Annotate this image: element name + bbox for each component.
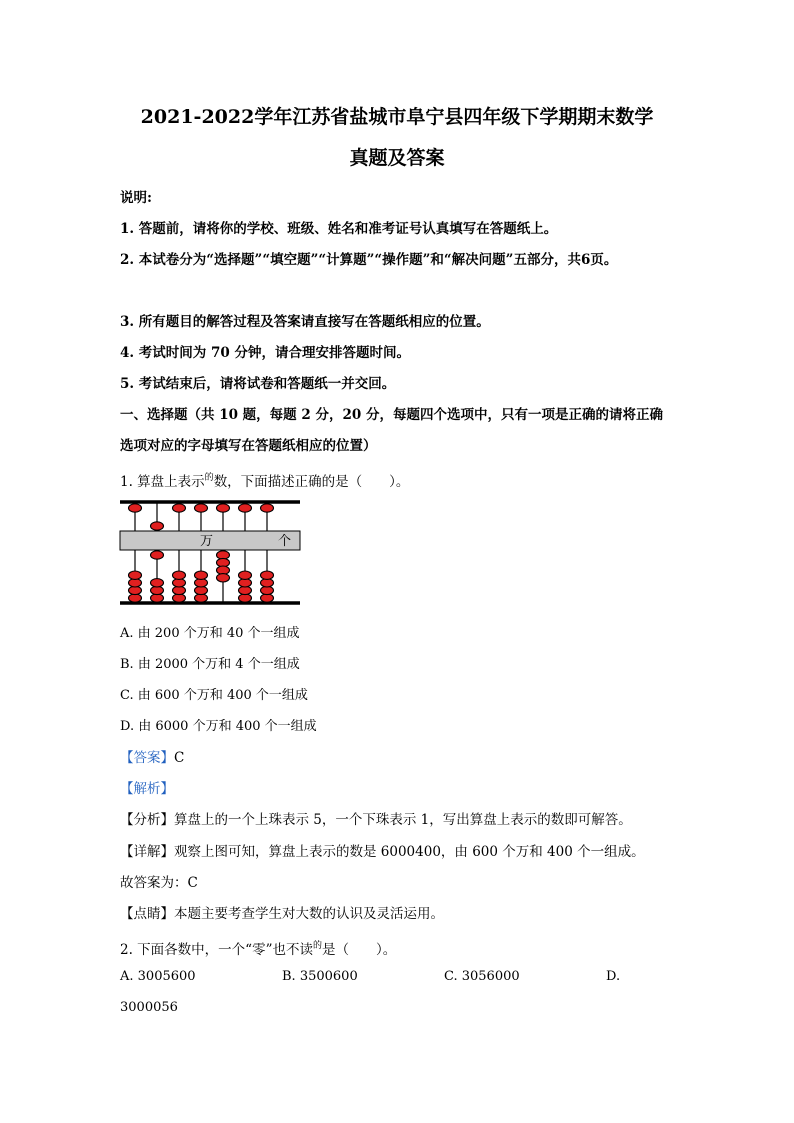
abacus-lower-bead <box>217 574 230 582</box>
abacus-lower-bead <box>129 571 142 579</box>
instruction-item: 2. 本试卷分为“选择题”“填空题”“计算题”“操作题”和“解决问题”五部分，共6页。 <box>120 252 618 268</box>
abacus-lower-bead <box>261 571 274 579</box>
analysis-detail: 【详解】观察上图可知，算盘上表示的数是 6000400，由 600 个万和 400 个一组成。 <box>120 844 645 860</box>
title-line-1: 2021-2022学年江苏省盐城市阜宁县四年级下学期期末数学 <box>140 106 654 128</box>
q2-option-d: D. <box>606 969 621 984</box>
abacus-upper-bead <box>129 504 142 512</box>
instruction-item: 1. 答题前，请将你的学校、班级、姓名和准考证号认真填写在答题纸上。 <box>120 221 558 237</box>
option-d: D. 由 6000 个万和 400 个一组成 <box>120 719 317 734</box>
abacus-label-wan: 万 <box>200 534 214 549</box>
question-2-stem: 2. 下面各数中，一个“零”也不读$^的$是（ ）。 <box>120 941 397 958</box>
q2-option-c: C. 3056000 <box>444 969 520 984</box>
instructions-heading: 说明: <box>120 190 152 206</box>
abacus-upper-bead <box>173 504 186 512</box>
section-heading-line-2: 选项对应的字母填写在答题纸相应的位置） <box>120 438 377 454</box>
abacus-upper-bead <box>261 504 274 512</box>
title-line-2: 真题及答案 <box>349 147 445 169</box>
analysis-fenxi: 【分析】算盘上的一个上珠表示 5，一个下珠表示 1，写出算盘上表示的数即可解答。 <box>120 812 632 828</box>
section-heading-line-1: 一、选择题（共 10 题，每题 2 分，20 分，每题四个选项中，只有一项是正确的请将正确 <box>120 407 663 423</box>
answer-value: C <box>174 750 185 766</box>
question-1-stem: 1. 算盘上表示$^的$数，下面描述正确的是（ ）。 <box>120 473 410 490</box>
abacus-lower-bead <box>195 571 208 579</box>
instruction-item: 4. 考试时间为 70 分钟，请合理安排答题时间。 <box>120 345 410 361</box>
abacus-upper-bead <box>151 522 164 530</box>
final-answer: 故答案为：C <box>120 875 198 891</box>
option-c: C. 由 600 个万和 400 个一组成 <box>120 688 308 703</box>
abacus-figure <box>118 497 304 609</box>
abacus-lower-bead <box>239 571 252 579</box>
q2-option-d-value: 3000056 <box>120 1000 178 1015</box>
answer-tag: 【答案】 <box>120 750 174 766</box>
instruction-item: 3. 所有题目的解答过程及答案请直接写在答题纸相应的位置。 <box>120 314 490 330</box>
instruction-item: 5. 考试结束后，请将试卷和答题纸一并交回。 <box>120 376 396 392</box>
abacus-label-ge: 个 <box>278 534 292 549</box>
key-point: 【点睛】本题主要考查学生对大数的认识及灵活运用。 <box>120 906 444 922</box>
analysis-heading: 【解析】 <box>120 781 174 797</box>
abacus-upper-bead <box>239 504 252 512</box>
answer-line <box>120 749 184 767</box>
abacus-upper-bead <box>217 504 230 512</box>
abacus-lower-bead <box>151 579 164 587</box>
abacus-lower-bead <box>173 571 186 579</box>
option-a: A. 由 200 个万和 40 个一组成 <box>120 626 300 641</box>
abacus-lower-bead <box>151 551 164 559</box>
q2-option-a: A. 3005600 <box>120 969 196 984</box>
q2-option-b: B. 3500600 <box>282 969 358 984</box>
abacus-upper-bead <box>195 504 208 512</box>
option-b: B. 由 2000 个万和 4 个一组成 <box>120 657 300 672</box>
